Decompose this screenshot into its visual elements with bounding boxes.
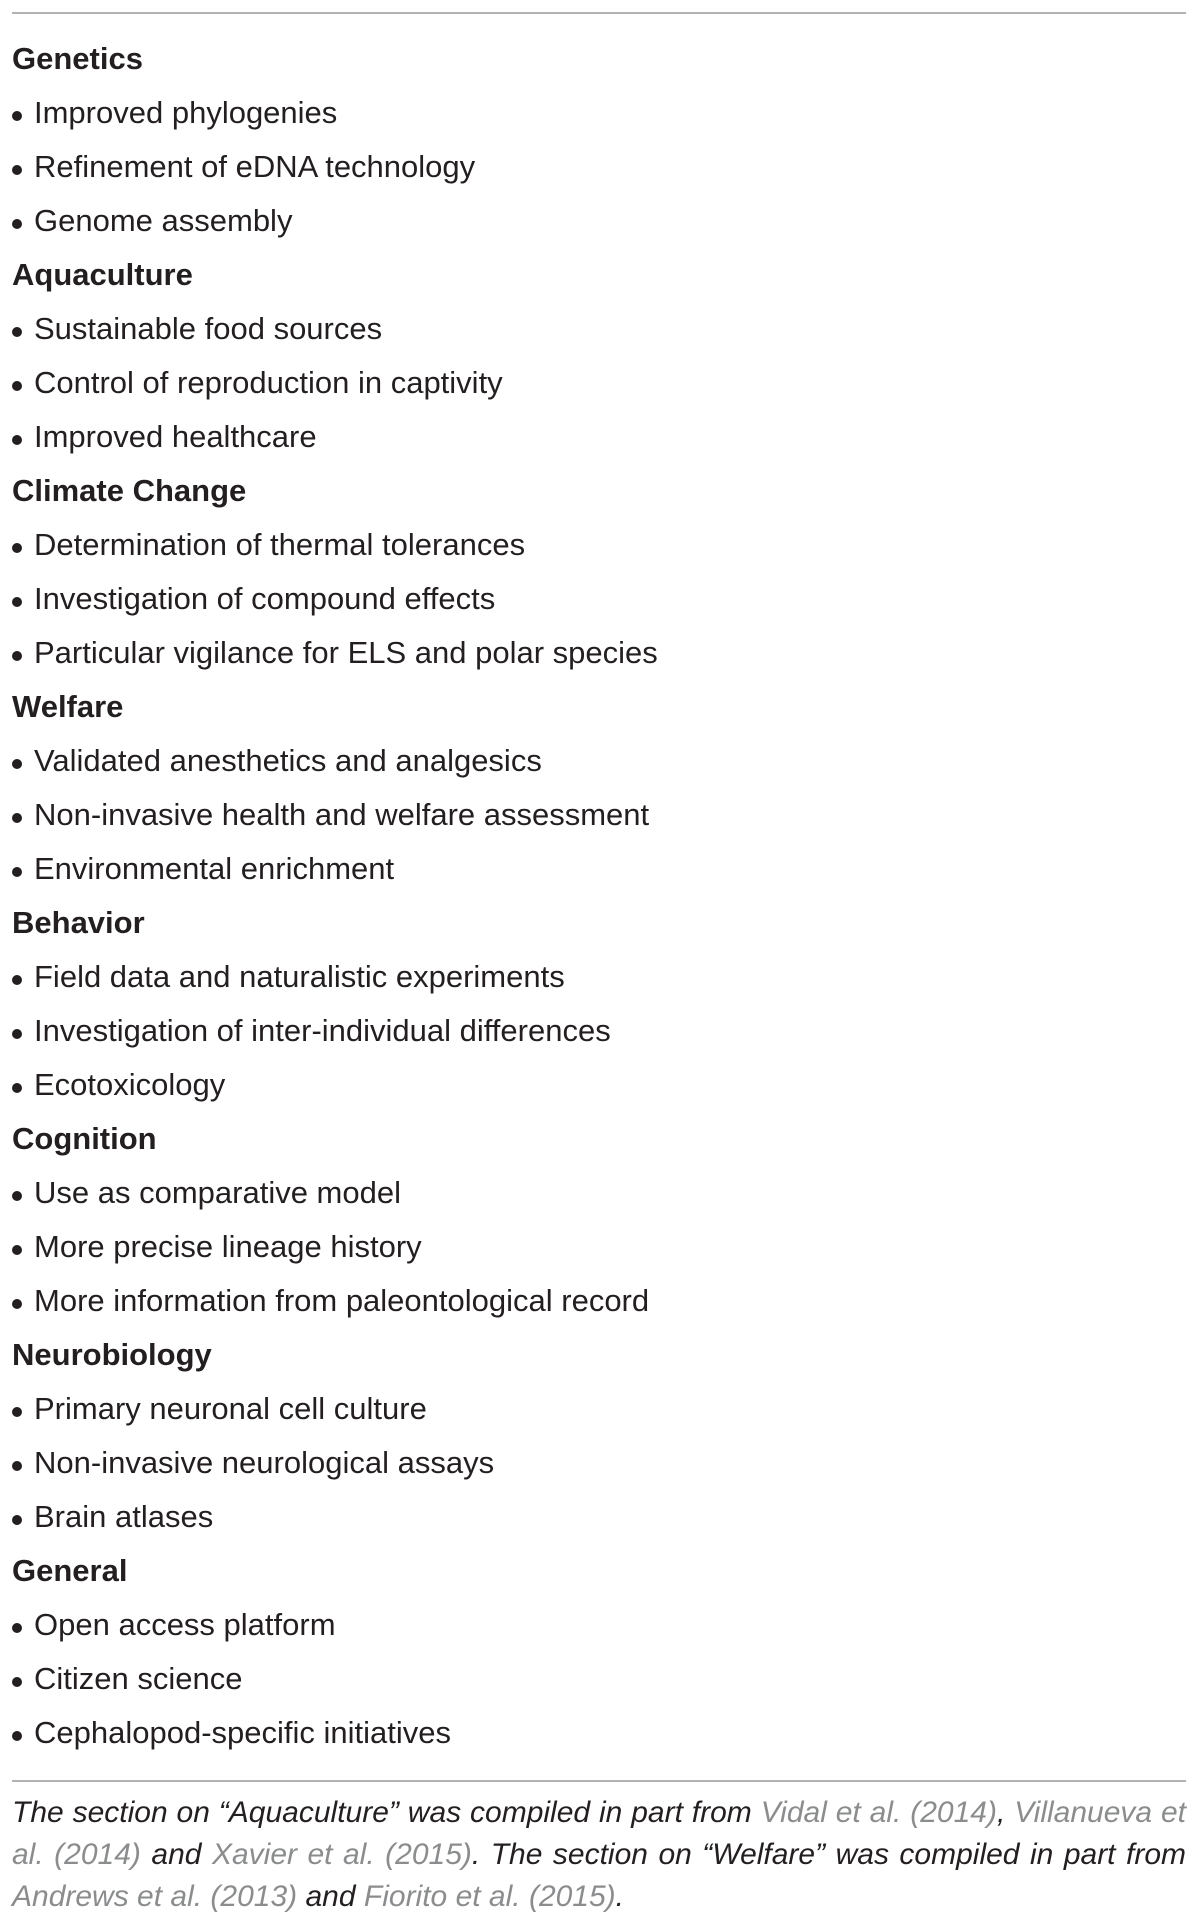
bottom-rule xyxy=(12,1780,1186,1782)
bullet-icon xyxy=(12,975,22,985)
list-item xyxy=(12,1166,1186,1220)
list-item-text: Particular vigilance for ELS and polar species xyxy=(34,635,658,670)
section-climate-change xyxy=(12,464,1186,680)
bullet-icon xyxy=(12,1515,22,1525)
list-item xyxy=(12,302,1186,356)
list-item-text: Improved phylogenies xyxy=(34,95,338,130)
section-heading: Neurobiology xyxy=(12,1337,212,1372)
list-item xyxy=(12,356,1186,410)
section-neurobiology xyxy=(12,1328,1186,1544)
list-item xyxy=(12,626,1186,680)
section-welfare xyxy=(12,680,1186,896)
list-item-text: Ecotoxicology xyxy=(34,1067,226,1102)
list-item-text: Non-invasive neurological assays xyxy=(34,1445,495,1480)
section-heading: Cognition xyxy=(12,1121,157,1156)
list-item xyxy=(12,1598,1186,1652)
bullet-icon xyxy=(12,1623,22,1633)
list-item xyxy=(12,518,1186,572)
bullet-icon xyxy=(12,651,22,661)
reference-link-fiorito-2015[interactable]: Fiorito et al. (2015) xyxy=(363,1880,616,1913)
bullet-icon xyxy=(12,327,22,337)
reference-link-villanueva-2014[interactable]: Villanueva et al. (2014) xyxy=(12,1796,1186,1871)
list-item-text: Sustainable food sources xyxy=(34,311,383,346)
reference-link-vidal-2014[interactable]: Vidal et al. (2014) xyxy=(760,1796,997,1829)
table-content xyxy=(12,14,1186,1760)
priorities-table xyxy=(12,12,1186,1918)
list-item-text: More information from paleontological record xyxy=(34,1283,650,1318)
bullet-icon xyxy=(12,597,22,607)
table-footnote xyxy=(12,1792,1186,1918)
bullet-icon xyxy=(12,111,22,121)
section-heading: Aquaculture xyxy=(12,257,193,292)
list-item-text: Non-invasive health and welfare assessment xyxy=(34,797,650,832)
list-item-text: Validated anesthetics and analgesics xyxy=(34,743,542,778)
list-item-text: Field data and naturalistic experiments xyxy=(34,959,565,994)
list-item-text: Investigation of compound effects xyxy=(34,581,496,616)
list-item xyxy=(12,1004,1186,1058)
section-aquaculture xyxy=(12,248,1186,464)
list-item-text: More precise lineage history xyxy=(34,1229,422,1264)
bullet-icon xyxy=(12,1407,22,1417)
footnote-text-4: . The section on “Welfare” was compiled in part from xyxy=(471,1838,1187,1871)
list-item xyxy=(12,1490,1186,1544)
list-item xyxy=(12,1436,1186,1490)
bullet-icon xyxy=(12,435,22,445)
list-item-text: Control of reproduction in captivity xyxy=(34,365,503,400)
bullet-icon xyxy=(12,219,22,229)
list-item xyxy=(12,788,1186,842)
bullet-icon xyxy=(12,1731,22,1741)
list-item xyxy=(12,410,1186,464)
bullet-icon xyxy=(12,813,22,823)
bullet-icon xyxy=(12,1461,22,1471)
bullet-icon xyxy=(12,1029,22,1039)
list-item xyxy=(12,1220,1186,1274)
footnote-text-1: The section on “Aquaculture” was compiled in part from xyxy=(12,1796,761,1829)
bullet-icon xyxy=(12,759,22,769)
bullet-icon xyxy=(12,867,22,877)
list-item xyxy=(12,1652,1186,1706)
footnote-text-5: and xyxy=(297,1880,364,1913)
list-item xyxy=(12,1382,1186,1436)
list-item xyxy=(12,194,1186,248)
bullet-icon xyxy=(12,1677,22,1687)
list-item xyxy=(12,86,1186,140)
list-item xyxy=(12,140,1186,194)
list-item-text: Determination of thermal tolerances xyxy=(34,527,526,562)
bullet-icon xyxy=(12,1191,22,1201)
list-item-text: Improved healthcare xyxy=(34,419,317,454)
reference-link-xavier-2015[interactable]: Xavier et al. (2015) xyxy=(211,1838,472,1871)
section-behavior xyxy=(12,896,1186,1112)
list-item xyxy=(12,572,1186,626)
footnote-text-2: , xyxy=(996,1796,1015,1829)
list-item-text: Primary neuronal cell culture xyxy=(34,1391,427,1426)
bullet-icon xyxy=(12,543,22,553)
section-heading: Genetics xyxy=(12,41,143,76)
list-item-text: Cephalopod-specific initiatives xyxy=(34,1715,452,1750)
list-item-text: Investigation of inter-individual differences xyxy=(34,1013,611,1048)
bullet-icon xyxy=(12,381,22,391)
list-item-text: Citizen science xyxy=(34,1661,243,1696)
list-item xyxy=(12,842,1186,896)
list-item-text: Open access platform xyxy=(34,1607,336,1642)
list-item xyxy=(12,1058,1186,1112)
list-item-text: Genome assembly xyxy=(34,203,293,238)
list-item xyxy=(12,1274,1186,1328)
section-cognition xyxy=(12,1112,1186,1328)
section-genetics xyxy=(12,32,1186,248)
list-item-text: Refinement of eDNA technology xyxy=(34,149,476,184)
bullet-icon xyxy=(12,165,22,175)
list-item xyxy=(12,950,1186,1004)
section-heading: Behavior xyxy=(12,905,145,940)
bullet-icon xyxy=(12,1083,22,1093)
list-item-text: Use as comparative model xyxy=(34,1175,401,1210)
section-heading: Welfare xyxy=(12,689,124,724)
bullet-icon xyxy=(12,1299,22,1309)
section-heading: General xyxy=(12,1553,128,1588)
footnote-text-6: . xyxy=(615,1880,625,1913)
reference-link-andrews-2013[interactable]: Andrews et al. (2013) xyxy=(12,1880,298,1913)
section-heading: Climate Change xyxy=(12,473,247,508)
section-general xyxy=(12,1544,1186,1760)
list-item xyxy=(12,734,1186,788)
list-item-text: Brain atlases xyxy=(34,1499,214,1534)
list-item xyxy=(12,1706,1186,1760)
bullet-icon xyxy=(12,1245,22,1255)
footnote-text-3: and xyxy=(140,1838,212,1871)
list-item-text: Environmental enrichment xyxy=(34,851,395,886)
